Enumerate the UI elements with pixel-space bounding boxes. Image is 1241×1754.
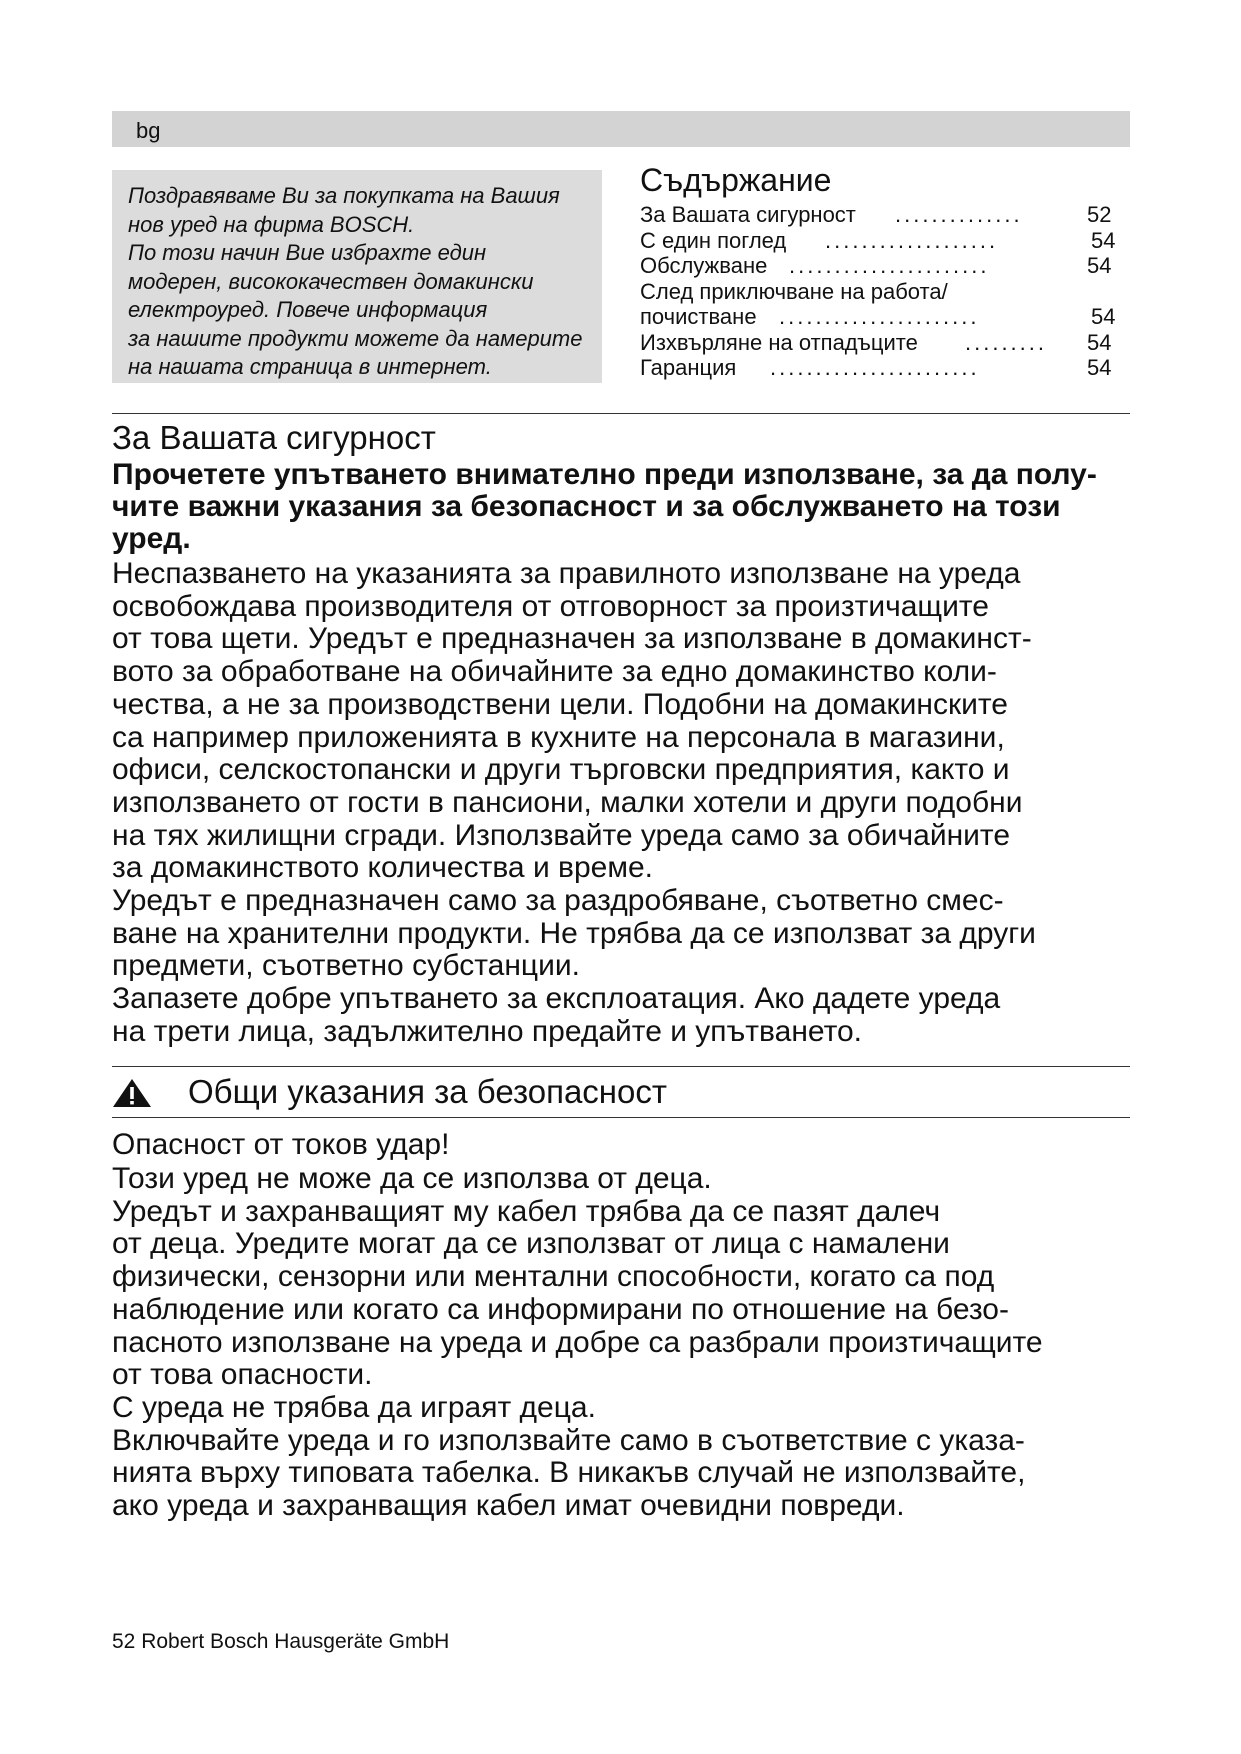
body-line: чества, а не за производствени цели. Подобни на домакинските (112, 687, 1008, 721)
intro-line: за нашите продукти можете да намерите (128, 325, 583, 351)
page-footer: 52 Robert Bosch Hausgeräte GmbH (112, 1630, 450, 1653)
intro-line: По този начин Вие избрахте един (128, 240, 487, 265)
toc-title: Съдържание (640, 162, 832, 198)
intro-line: електроуред. Повече информация (128, 297, 488, 322)
body-line: освобождава производителя от отговорност за произтичащите (112, 589, 989, 623)
section-title-safety: За Вашата сигурност (112, 419, 436, 456)
body-line: Включвайте уреда и го използвайте само в съответствие с указа- (112, 1423, 1025, 1457)
safety-lead (112, 459, 1142, 555)
section-title-general: Общи указания за безопасност (188, 1073, 667, 1110)
toc-dot-leader: ......... (965, 329, 1048, 355)
body-line: ако уреда и захранващия кабел имат очевидни повреди. (112, 1489, 905, 1523)
toc-entry-page: 54 (1091, 227, 1116, 253)
table-of-contents (640, 160, 1120, 381)
toc-entry[interactable] (640, 304, 1120, 330)
body-line: на трети лица, задължително предайте и упътването. (112, 1014, 862, 1048)
toc-entry[interactable] (640, 355, 1120, 381)
body-line: Уредът и захранващият му кабел трябва да се пазят далеч (112, 1194, 941, 1228)
toc-entry-label: Гаранция (640, 355, 737, 380)
toc-dot-leader: ...................... (779, 304, 980, 329)
toc-entry[interactable] (640, 253, 1120, 279)
body-line: пасното използване на уреда и добре са разбрали произтичащите (112, 1325, 1043, 1359)
body-line: са например приложенията в кухните на персонала в магазини, (112, 720, 1005, 754)
body-line: С уреда не трябва да играят деца. (112, 1390, 596, 1424)
warning-triangle-icon (112, 1078, 152, 1108)
toc-entry-label: След приключване на работа/ (640, 278, 948, 304)
toc-dot-leader: .............. (895, 202, 1023, 227)
language-bar (112, 111, 1130, 147)
section-divider (112, 413, 1130, 414)
section-divider (112, 1066, 1130, 1067)
lead-line: уред. (112, 522, 191, 555)
body-line: предмети, съответно субстанции. (112, 949, 580, 983)
section-divider (112, 1117, 1130, 1118)
body-line: Уредът е предназначен само за раздробяване, съответно смес- (112, 884, 1004, 918)
body-line: Този уред не може да се използва от деца. (112, 1162, 712, 1195)
intro-line: на нашата страница в интернет. (128, 354, 492, 379)
body-line: физически, сензорни или ментални способности, когато са под (112, 1260, 995, 1294)
danger-heading: Опасност от токов удар! (112, 1128, 450, 1161)
language-tag: bg (136, 118, 161, 143)
body-line: ване на хранителни продукти. Не трябва да се използват за други (112, 916, 1036, 950)
body-line: от това опасности. (112, 1358, 373, 1392)
body-line: използването от гости в пансиони, малки хотели и други подобни (112, 785, 1023, 819)
general-body (112, 1163, 1142, 1523)
toc-entry[interactable] (640, 202, 1120, 228)
toc-entry-label: За Вашата сигурност (640, 202, 856, 227)
toc-dot-leader: ....................... (770, 355, 980, 380)
body-line: Запазете добре упътването за експлоатация. Ако дадете уреда (112, 982, 1001, 1016)
toc-dot-leader: ...................... (789, 253, 990, 278)
intro-line: Поздравяваме Ви за покупката на Вашия (128, 183, 560, 208)
lead-line: Прочетете упътването внимателно преди използване, за да полу- (112, 458, 1097, 491)
toc-entry-page: 54 (1091, 304, 1116, 329)
body-line: наблюдение или когато са информирани по отношение на безо- (112, 1292, 1009, 1326)
toc-dot-leader: ................... (825, 227, 999, 253)
body-line: на тях жилищни сгради. Използвайте уреда само за обичайните (112, 818, 1011, 852)
intro-line: нов уред на фирма BOSCH. (128, 211, 415, 237)
intro-box (112, 170, 602, 383)
body-line: от деца. Уредите могат да се използват от лица с намалени (112, 1227, 950, 1261)
toc-entry-page: 52 (1087, 202, 1112, 227)
body-line: нията върху типовата табелка. В никакъв случай не използвайте, (112, 1456, 1026, 1490)
safety-body (112, 558, 1142, 1049)
toc-entry-label: Обслужване (640, 253, 768, 278)
body-line: вото за обработване на обичайните за едно домакинство коли- (112, 655, 997, 689)
lead-line: чите важни указания за безопасност и за обслужването на този (112, 490, 1061, 523)
toc-entry[interactable] (640, 279, 1120, 305)
toc-entry-page: 54 (1087, 355, 1112, 380)
body-line: от това щети. Уредът е предназначен за използване в домакинст- (112, 622, 1032, 656)
toc-entry-page: 54 (1087, 253, 1112, 278)
body-line: Неспазването на указанията за правилното използване на уреда (112, 557, 1021, 590)
body-line: за домакинството количества и време. (112, 851, 653, 885)
toc-entry-page: 54 (1087, 329, 1112, 355)
body-line: офиси, селскостопански и други търговски предприятия, както и (112, 753, 1010, 787)
intro-line: модерен, висококачествен домакински (128, 268, 534, 294)
toc-entry-label: почистване (640, 304, 757, 329)
toc-entry-label: С един поглед (640, 227, 787, 253)
toc-entry[interactable] (640, 228, 1120, 254)
toc-entry[interactable] (640, 330, 1120, 356)
toc-entry-label: Изхвърляне на отпадъците (640, 329, 918, 355)
